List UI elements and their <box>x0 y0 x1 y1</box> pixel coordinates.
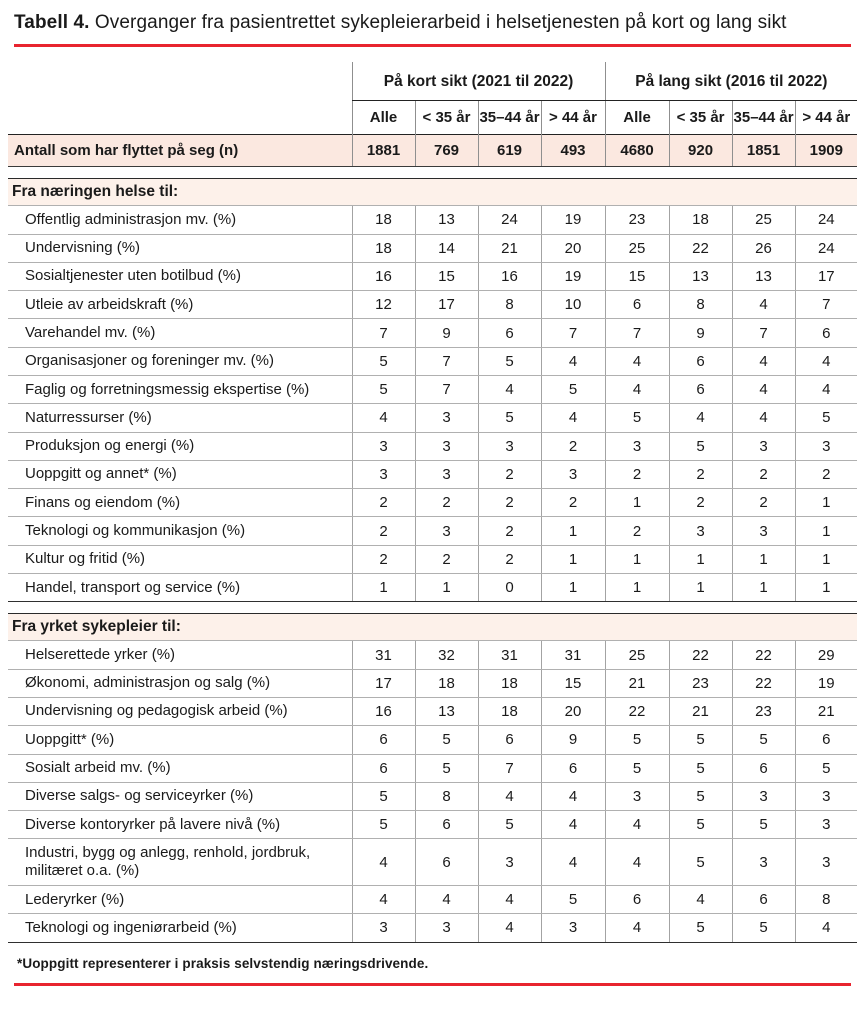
section-header-row <box>8 614 857 641</box>
cell-value: 15 <box>605 262 669 290</box>
cell-value: 5 <box>478 811 541 839</box>
column-header: < 35 år <box>415 101 478 135</box>
cell-value: 17 <box>795 262 857 290</box>
cell-value: 6 <box>669 347 732 375</box>
cell-value: 6 <box>605 886 669 914</box>
cell-value: 3 <box>795 782 857 810</box>
row-label: Faglig og forretningsmessig ekspertise (%) <box>8 376 352 404</box>
cell-value: 7 <box>795 291 857 319</box>
cell-value: 5 <box>732 914 795 942</box>
cell-value: 5 <box>732 726 795 754</box>
cell-value: 6 <box>605 291 669 319</box>
cell-value: 5 <box>605 754 669 782</box>
cell-value: 8 <box>795 886 857 914</box>
cell-value: 4 <box>795 376 857 404</box>
cell-value: 1 <box>795 517 857 545</box>
row-label: Uoppgitt og annet* (%) <box>8 460 352 488</box>
table-row <box>8 839 857 886</box>
cell-value: 5 <box>795 404 857 432</box>
cell-value: 8 <box>415 782 478 810</box>
cell-value: 5 <box>415 726 478 754</box>
cell-value: 2 <box>478 517 541 545</box>
cell-value: 1 <box>541 517 605 545</box>
cell-value: 13 <box>415 206 478 234</box>
cell-value: 6 <box>795 319 857 347</box>
count-value: 769 <box>415 135 478 167</box>
header-spacer <box>8 62 352 101</box>
table-row <box>8 262 857 290</box>
cell-value: 5 <box>669 782 732 810</box>
cell-value: 4 <box>795 914 857 942</box>
table-row <box>8 669 857 697</box>
group-header-row <box>8 62 857 101</box>
column-header: > 44 år <box>541 101 605 135</box>
cell-value: 31 <box>352 641 415 669</box>
cell-value: 3 <box>732 782 795 810</box>
column-header: Alle <box>352 101 415 135</box>
table-row <box>8 641 857 669</box>
header-table <box>8 62 857 167</box>
table-row <box>8 574 857 602</box>
column-header: 35–44 år <box>732 101 795 135</box>
cell-value: 15 <box>415 262 478 290</box>
cell-value: 4 <box>605 811 669 839</box>
row-label: Industri, bygg og anlegg, renhold, jordbruk, militæret o.a. (%) <box>8 839 352 886</box>
row-label: Handel, transport og service (%) <box>8 574 352 602</box>
cell-value: 1 <box>795 574 857 602</box>
cell-value: 18 <box>415 669 478 697</box>
cell-value: 4 <box>669 886 732 914</box>
row-label: Sosialtjenester uten botilbud (%) <box>8 262 352 290</box>
cell-value: 22 <box>669 234 732 262</box>
footnote: *Uoppgitt representerer i praksis selvstendig næringsdrivende. <box>17 955 429 971</box>
cell-value: 7 <box>415 347 478 375</box>
cell-value: 6 <box>795 726 857 754</box>
cell-value: 4 <box>732 376 795 404</box>
cell-value: 5 <box>669 754 732 782</box>
cell-value: 4 <box>541 782 605 810</box>
cell-value: 4 <box>478 914 541 942</box>
row-label: Lederyrker (%) <box>8 886 352 914</box>
table-row <box>8 726 857 754</box>
cell-value: 3 <box>478 432 541 460</box>
table-sections <box>0 178 865 942</box>
cell-value: 9 <box>415 319 478 347</box>
cell-value: 5 <box>669 839 732 886</box>
cell-value: 9 <box>669 319 732 347</box>
cell-value: 6 <box>352 754 415 782</box>
cell-value: 3 <box>352 460 415 488</box>
count-value: 920 <box>669 135 732 167</box>
cell-value: 18 <box>352 206 415 234</box>
cell-value: 3 <box>732 517 795 545</box>
cell-value: 2 <box>352 545 415 573</box>
cell-value: 12 <box>352 291 415 319</box>
cell-value: 3 <box>415 914 478 942</box>
cell-value: 1 <box>669 574 732 602</box>
cell-value: 2 <box>605 517 669 545</box>
cell-value: 16 <box>478 262 541 290</box>
cell-value: 3 <box>605 782 669 810</box>
column-header: > 44 år <box>795 101 857 135</box>
cell-value: 5 <box>605 726 669 754</box>
cell-value: 23 <box>669 669 732 697</box>
cell-value: 2 <box>478 489 541 517</box>
row-label: Økonomi, administrasjon og salg (%) <box>8 669 352 697</box>
cell-value: 15 <box>541 669 605 697</box>
cell-value: 3 <box>352 914 415 942</box>
count-value: 493 <box>541 135 605 167</box>
cell-value: 14 <box>415 234 478 262</box>
cell-value: 1 <box>605 574 669 602</box>
cell-value: 3 <box>669 517 732 545</box>
cell-value: 2 <box>669 489 732 517</box>
cell-value: 5 <box>605 404 669 432</box>
cell-value: 2 <box>541 489 605 517</box>
cell-value: 17 <box>352 669 415 697</box>
table-row <box>8 697 857 725</box>
row-label: Diverse kontoryrker på lavere nivå (%) <box>8 811 352 839</box>
count-value: 1909 <box>795 135 857 167</box>
cell-value: 5 <box>352 376 415 404</box>
cell-value: 4 <box>415 886 478 914</box>
row-label: Undervisning og pedagogisk arbeid (%) <box>8 697 352 725</box>
cell-value: 21 <box>605 669 669 697</box>
table-row <box>8 517 857 545</box>
table-row <box>8 206 857 234</box>
cell-value: 13 <box>732 262 795 290</box>
cell-value: 4 <box>352 404 415 432</box>
cell-value: 4 <box>541 811 605 839</box>
cell-value: 2 <box>795 460 857 488</box>
cell-value: 4 <box>605 347 669 375</box>
cell-value: 22 <box>732 669 795 697</box>
cell-value: 21 <box>669 697 732 725</box>
cell-value: 21 <box>795 697 857 725</box>
row-label: Undervisning (%) <box>8 234 352 262</box>
cell-value: 7 <box>732 319 795 347</box>
cell-value: 3 <box>732 432 795 460</box>
cell-value: 4 <box>669 404 732 432</box>
cell-value: 5 <box>795 754 857 782</box>
column-header: Alle <box>605 101 669 135</box>
cell-value: 5 <box>541 886 605 914</box>
cell-value: 24 <box>795 206 857 234</box>
cell-value: 1 <box>352 574 415 602</box>
cell-value: 17 <box>415 291 478 319</box>
cell-value: 7 <box>605 319 669 347</box>
row-label: Sosialt arbeid mv. (%) <box>8 754 352 782</box>
cell-value: 6 <box>352 726 415 754</box>
table-row <box>8 234 857 262</box>
cell-value: 23 <box>732 697 795 725</box>
cell-value: 4 <box>732 347 795 375</box>
cell-value: 7 <box>541 319 605 347</box>
count-row-label: Antall som har flyttet på seg (n) <box>8 135 352 167</box>
cell-value: 16 <box>352 697 415 725</box>
table-row <box>8 319 857 347</box>
row-label: Diverse salgs- og serviceyrker (%) <box>8 782 352 810</box>
row-label: Varehandel mv. (%) <box>8 319 352 347</box>
section-table <box>8 178 857 602</box>
cell-value: 22 <box>732 641 795 669</box>
header-spacer <box>8 101 352 135</box>
cell-value: 1 <box>415 574 478 602</box>
table-row <box>8 376 857 404</box>
cell-value: 24 <box>478 206 541 234</box>
cell-value: 2 <box>352 517 415 545</box>
cell-value: 7 <box>478 754 541 782</box>
row-label: Produksjon og energi (%) <box>8 432 352 460</box>
cell-value: 8 <box>478 291 541 319</box>
cell-value: 5 <box>669 726 732 754</box>
cell-value: 1 <box>669 545 732 573</box>
cell-value: 5 <box>415 754 478 782</box>
cell-value: 25 <box>605 234 669 262</box>
section-table <box>8 613 857 942</box>
row-label: Uoppgitt* (%) <box>8 726 352 754</box>
row-label: Kultur og fritid (%) <box>8 545 352 573</box>
table-number: Tabell 4. <box>14 12 90 33</box>
cell-value: 31 <box>478 641 541 669</box>
cell-value: 4 <box>732 291 795 319</box>
cell-value: 18 <box>669 206 732 234</box>
cell-value: 6 <box>415 811 478 839</box>
cell-value: 29 <box>795 641 857 669</box>
cell-value: 1 <box>795 489 857 517</box>
subheader-row <box>8 101 857 135</box>
cell-value: 2 <box>669 460 732 488</box>
column-header: < 35 år <box>669 101 732 135</box>
cell-value: 3 <box>795 432 857 460</box>
cell-value: 19 <box>541 262 605 290</box>
cell-value: 23 <box>605 206 669 234</box>
cell-value: 4 <box>605 376 669 404</box>
cell-value: 5 <box>478 404 541 432</box>
cell-value: 18 <box>478 697 541 725</box>
cell-value: 24 <box>795 234 857 262</box>
table-caption: Overganger fra pasientrettet sykepleierarbeid i helsetjenesten på kort og lang sikt <box>89 12 787 33</box>
cell-value: 3 <box>415 404 478 432</box>
cell-value: 3 <box>732 839 795 886</box>
cell-value: 3 <box>415 517 478 545</box>
table-row <box>8 432 857 460</box>
cell-value: 3 <box>352 432 415 460</box>
count-value: 1851 <box>732 135 795 167</box>
cell-value: 6 <box>732 886 795 914</box>
table-row <box>8 811 857 839</box>
cell-value: 13 <box>669 262 732 290</box>
cell-value: 4 <box>478 886 541 914</box>
top-rule <box>14 44 851 47</box>
cell-value: 19 <box>541 206 605 234</box>
cell-value: 4 <box>605 839 669 886</box>
cell-value: 4 <box>352 839 415 886</box>
cell-value: 19 <box>795 669 857 697</box>
cell-value: 1 <box>541 574 605 602</box>
table-row <box>8 545 857 573</box>
cell-value: 5 <box>478 347 541 375</box>
row-label: Naturressurser (%) <box>8 404 352 432</box>
cell-value: 5 <box>541 376 605 404</box>
cell-value: 20 <box>541 234 605 262</box>
section-header: Fra yrket sykepleier til: <box>8 614 857 641</box>
cell-value: 4 <box>478 376 541 404</box>
cell-value: 6 <box>541 754 605 782</box>
cell-value: 2 <box>352 489 415 517</box>
cell-value: 25 <box>605 641 669 669</box>
cell-value: 18 <box>352 234 415 262</box>
cell-value: 6 <box>669 376 732 404</box>
cell-value: 7 <box>415 376 478 404</box>
cell-value: 26 <box>732 234 795 262</box>
cell-value: 3 <box>478 839 541 886</box>
cell-value: 22 <box>669 641 732 669</box>
table-title <box>14 10 851 36</box>
cell-value: 32 <box>415 641 478 669</box>
cell-value: 1 <box>795 545 857 573</box>
cell-value: 5 <box>352 347 415 375</box>
cell-value: 5 <box>352 811 415 839</box>
cell-value: 3 <box>795 839 857 886</box>
section-header-row <box>8 179 857 206</box>
cell-value: 3 <box>541 914 605 942</box>
table-row <box>8 782 857 810</box>
column-header: 35–44 år <box>478 101 541 135</box>
table-row <box>8 404 857 432</box>
cell-value: 31 <box>541 641 605 669</box>
cell-value: 2 <box>732 460 795 488</box>
cell-value: 1 <box>605 489 669 517</box>
section-header: Fra næringen helse til: <box>8 179 857 206</box>
group-header-long-term: På lang sikt (2016 til 2022) <box>605 62 857 101</box>
group-header-short-term: På kort sikt (2021 til 2022) <box>352 62 605 101</box>
cell-value: 25 <box>732 206 795 234</box>
cell-value: 3 <box>415 460 478 488</box>
cell-value: 22 <box>605 697 669 725</box>
table-row <box>8 489 857 517</box>
cell-value: 5 <box>352 782 415 810</box>
cell-value: 4 <box>541 839 605 886</box>
row-label: Utleie av arbeidskraft (%) <box>8 291 352 319</box>
row-label: Teknologi og kommunikasjon (%) <box>8 517 352 545</box>
cell-value: 4 <box>732 404 795 432</box>
cell-value: 2 <box>478 545 541 573</box>
table-row <box>8 291 857 319</box>
cell-value: 9 <box>541 726 605 754</box>
row-label: Helserettede yrker (%) <box>8 641 352 669</box>
cell-value: 4 <box>541 347 605 375</box>
cell-value: 3 <box>795 811 857 839</box>
cell-value: 0 <box>478 574 541 602</box>
row-label: Organisasjoner og foreninger mv. (%) <box>8 347 352 375</box>
cell-value: 1 <box>732 574 795 602</box>
cell-value: 2 <box>605 460 669 488</box>
cell-value: 6 <box>478 726 541 754</box>
cell-value: 3 <box>541 460 605 488</box>
cell-value: 2 <box>415 489 478 517</box>
cell-value: 1 <box>732 545 795 573</box>
cell-value: 2 <box>478 460 541 488</box>
cell-value: 6 <box>478 319 541 347</box>
row-label: Offentlig administrasjon mv. (%) <box>8 206 352 234</box>
cell-value: 4 <box>478 782 541 810</box>
table-row <box>8 886 857 914</box>
count-value: 619 <box>478 135 541 167</box>
cell-value: 10 <box>541 291 605 319</box>
cell-value: 1 <box>541 545 605 573</box>
cell-value: 5 <box>732 811 795 839</box>
cell-value: 6 <box>415 839 478 886</box>
count-value: 1881 <box>352 135 415 167</box>
cell-value: 3 <box>605 432 669 460</box>
row-label: Finans og eiendom (%) <box>8 489 352 517</box>
cell-value: 2 <box>732 489 795 517</box>
cell-value: 20 <box>541 697 605 725</box>
cell-value: 21 <box>478 234 541 262</box>
cell-value: 5 <box>669 811 732 839</box>
table-row <box>8 347 857 375</box>
cell-value: 4 <box>795 347 857 375</box>
cell-value: 5 <box>669 914 732 942</box>
cell-value: 2 <box>415 545 478 573</box>
cell-value: 3 <box>415 432 478 460</box>
cell-value: 16 <box>352 262 415 290</box>
cell-value: 2 <box>541 432 605 460</box>
cell-value: 6 <box>732 754 795 782</box>
table-row <box>8 460 857 488</box>
cell-value: 4 <box>352 886 415 914</box>
cell-value: 8 <box>669 291 732 319</box>
cell-value: 4 <box>605 914 669 942</box>
bottom-rule <box>14 983 851 986</box>
cell-value: 13 <box>415 697 478 725</box>
row-label: Teknologi og ingeniørarbeid (%) <box>8 914 352 942</box>
cell-value: 1 <box>605 545 669 573</box>
count-value: 4680 <box>605 135 669 167</box>
table-row <box>8 914 857 942</box>
cell-value: 5 <box>669 432 732 460</box>
cell-value: 4 <box>541 404 605 432</box>
table-row <box>8 754 857 782</box>
count-row <box>8 135 857 167</box>
cell-value: 7 <box>352 319 415 347</box>
cell-value: 18 <box>478 669 541 697</box>
